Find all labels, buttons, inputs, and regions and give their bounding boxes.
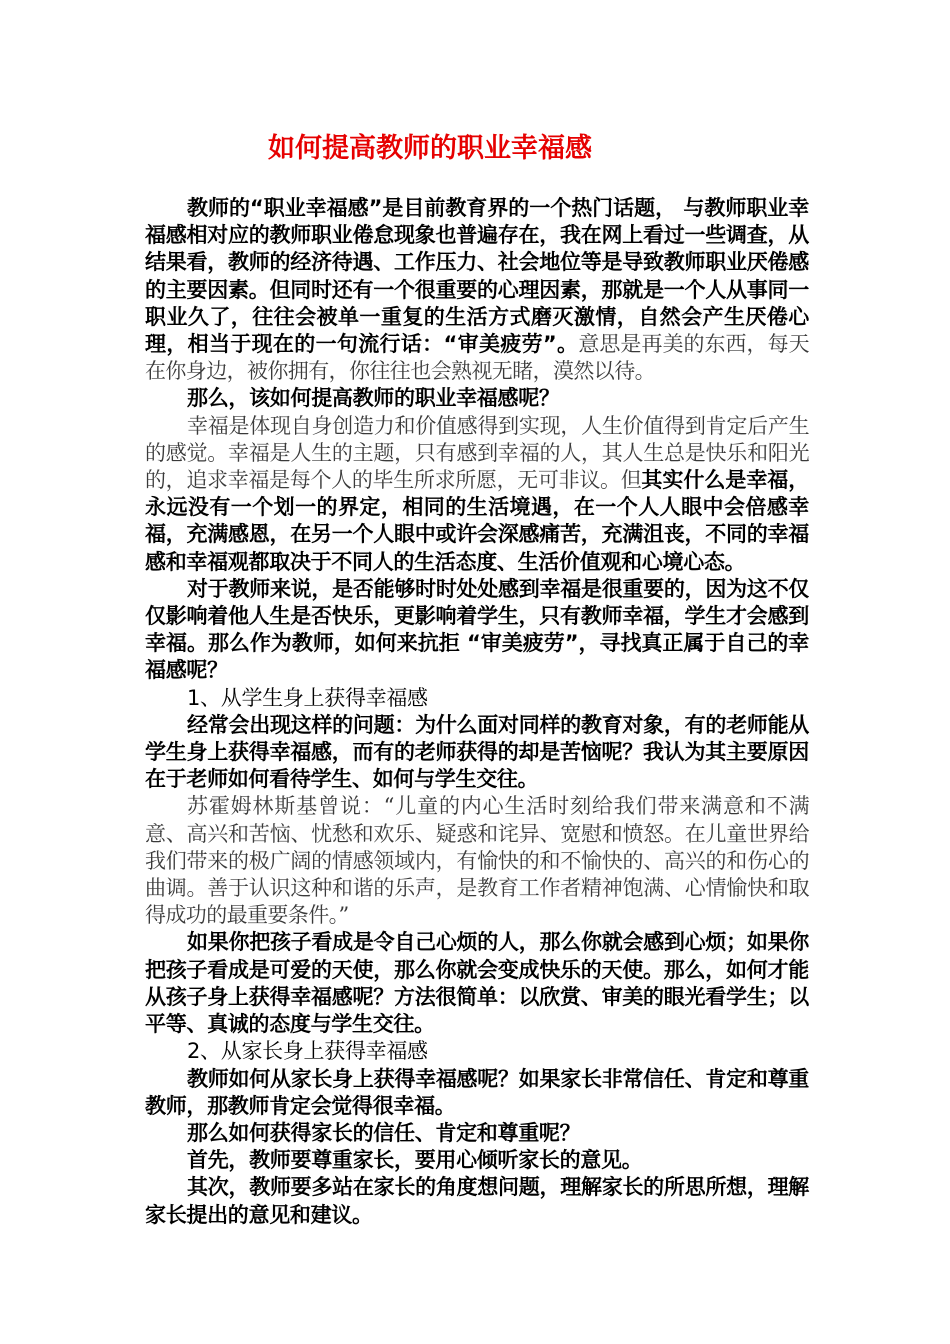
paragraph-intro bbox=[145, 195, 809, 385]
section-heading-students bbox=[145, 685, 809, 712]
text-run: 教师如何从家长身上获得幸福感呢？如果家长非常信任、肯定和尊重教师，那教师肯定会觉得很幸福。 bbox=[145, 1066, 809, 1118]
paragraph-second bbox=[145, 1174, 809, 1228]
text-run: 1、从学生身上获得幸福感 bbox=[187, 685, 428, 710]
section-heading-parents bbox=[145, 1038, 809, 1065]
text-run: 对于教师来说，是否能够时时处处感到幸福是很重要的，因为这不仅仅影响着他人生是否快乐，更影响着学生，只有教师幸福，学生才会感到幸福。那么作为教师，如何来抗拒 “审美疲劳”，寻找真正属于自己的幸福感呢？ bbox=[145, 576, 809, 683]
text-run: 那么如何获得家长的信任、肯定和尊重呢？ bbox=[187, 1120, 581, 1145]
paragraph-parents-question bbox=[145, 1120, 809, 1147]
text-run: 如果你把孩子看成是令自己心烦的人，那么你就会感到心烦；如果你把孩子看成是可爱的天使，那么你就会变成快乐的天使。那么，如何才能从孩子身上获得幸福感呢？方法很简单：以欣赏、审美的眼光看学生；以平等、真诚的态度与学生交往。 bbox=[145, 930, 809, 1037]
text-run: 教师的“职业幸福感”是目前教育界的一个热门话题， 与教师职业幸福感相对应的教师职业倦怠现象也普遍存在，我在网上看过一些调查，从结果看，教师的经济待遇、工作压力、社会地位等是导致教师职业厌倦感的主要因素。但同时还有一个很重要的心理因素，那就是一个人从事同一职业久了，往往会被单一重复的生活方式磨灭激情，自然会产生厌倦心理，相当于现在的一句流行话：“审美疲劳”。 bbox=[145, 196, 809, 357]
text-run: 其实什么是幸福，永远没有一个划一的界定，相同的生活境遇，在一个人人眼中会倍感幸福，充满感恩，在另一个人眼中或许会深感痛苦，充满沮丧，不同的幸福感和幸福观都取决于不同人的生活态度、生活价值观和心境心态。 bbox=[145, 468, 809, 574]
paragraph-quote bbox=[145, 793, 809, 929]
text-run: 那么，该如何提高教师的职业幸福感呢？ bbox=[187, 386, 560, 411]
paragraph-happiness bbox=[145, 413, 809, 576]
document-body bbox=[145, 195, 809, 1229]
paragraph-first bbox=[145, 1147, 809, 1174]
document-title: 如何提高教师的职业幸福感 bbox=[268, 133, 592, 164]
text-run: 苏霍姆林斯基曾说：“儿童的内心生活时刻给我们带来满意和不满意、高兴和苦恼、忧愁和欢乐、疑惑和诧异、宽慰和愤怒。在儿童世界给我们带来的极广阔的情感领域内，有愉快的和不愉快的、高兴的和伤心的曲调。善于认识这种和谐的乐声，是教育工作者精神饱满、心情愉快和取得成功的最重要条件。” bbox=[145, 794, 809, 928]
paragraph-students bbox=[145, 712, 809, 794]
text-run: 2、从家长身上获得幸福感 bbox=[187, 1039, 428, 1064]
paragraph-question bbox=[145, 385, 809, 412]
paragraph-teachers bbox=[145, 576, 809, 685]
text-run: 经常会出现这样的问题：为什么面对同样的教育对象，有的老师能从学生身上获得幸福感，而有的老师获得的却是苦恼呢？我认为其主要原因在于老师如何看待学生、如何与学生交往。 bbox=[145, 712, 809, 792]
paragraph-children bbox=[145, 929, 809, 1038]
paragraph-parents bbox=[145, 1066, 809, 1120]
text-run: 首先，教师要尊重家长，要用心倾听家长的意见。 bbox=[187, 1148, 643, 1173]
text-run: 其次，教师要多站在家长的角度想问题，理解家长的所思所想，理解家长提出的意见和建议。 bbox=[145, 1175, 809, 1227]
text-run: 意思是再美的东西，每天在你身边，被你拥有，你往往也会熟视无睹，漠然以待。 bbox=[145, 332, 809, 384]
text-run: 幸福是体现自身创造力和价值感得到实现，人生价值得到肯定后产生的感觉。幸福是人生的主题，只有感到幸福的人，其人生总是快乐和阳光的，追求幸福是每个人的毕生所求所愿，无可非议。但 bbox=[145, 413, 809, 493]
